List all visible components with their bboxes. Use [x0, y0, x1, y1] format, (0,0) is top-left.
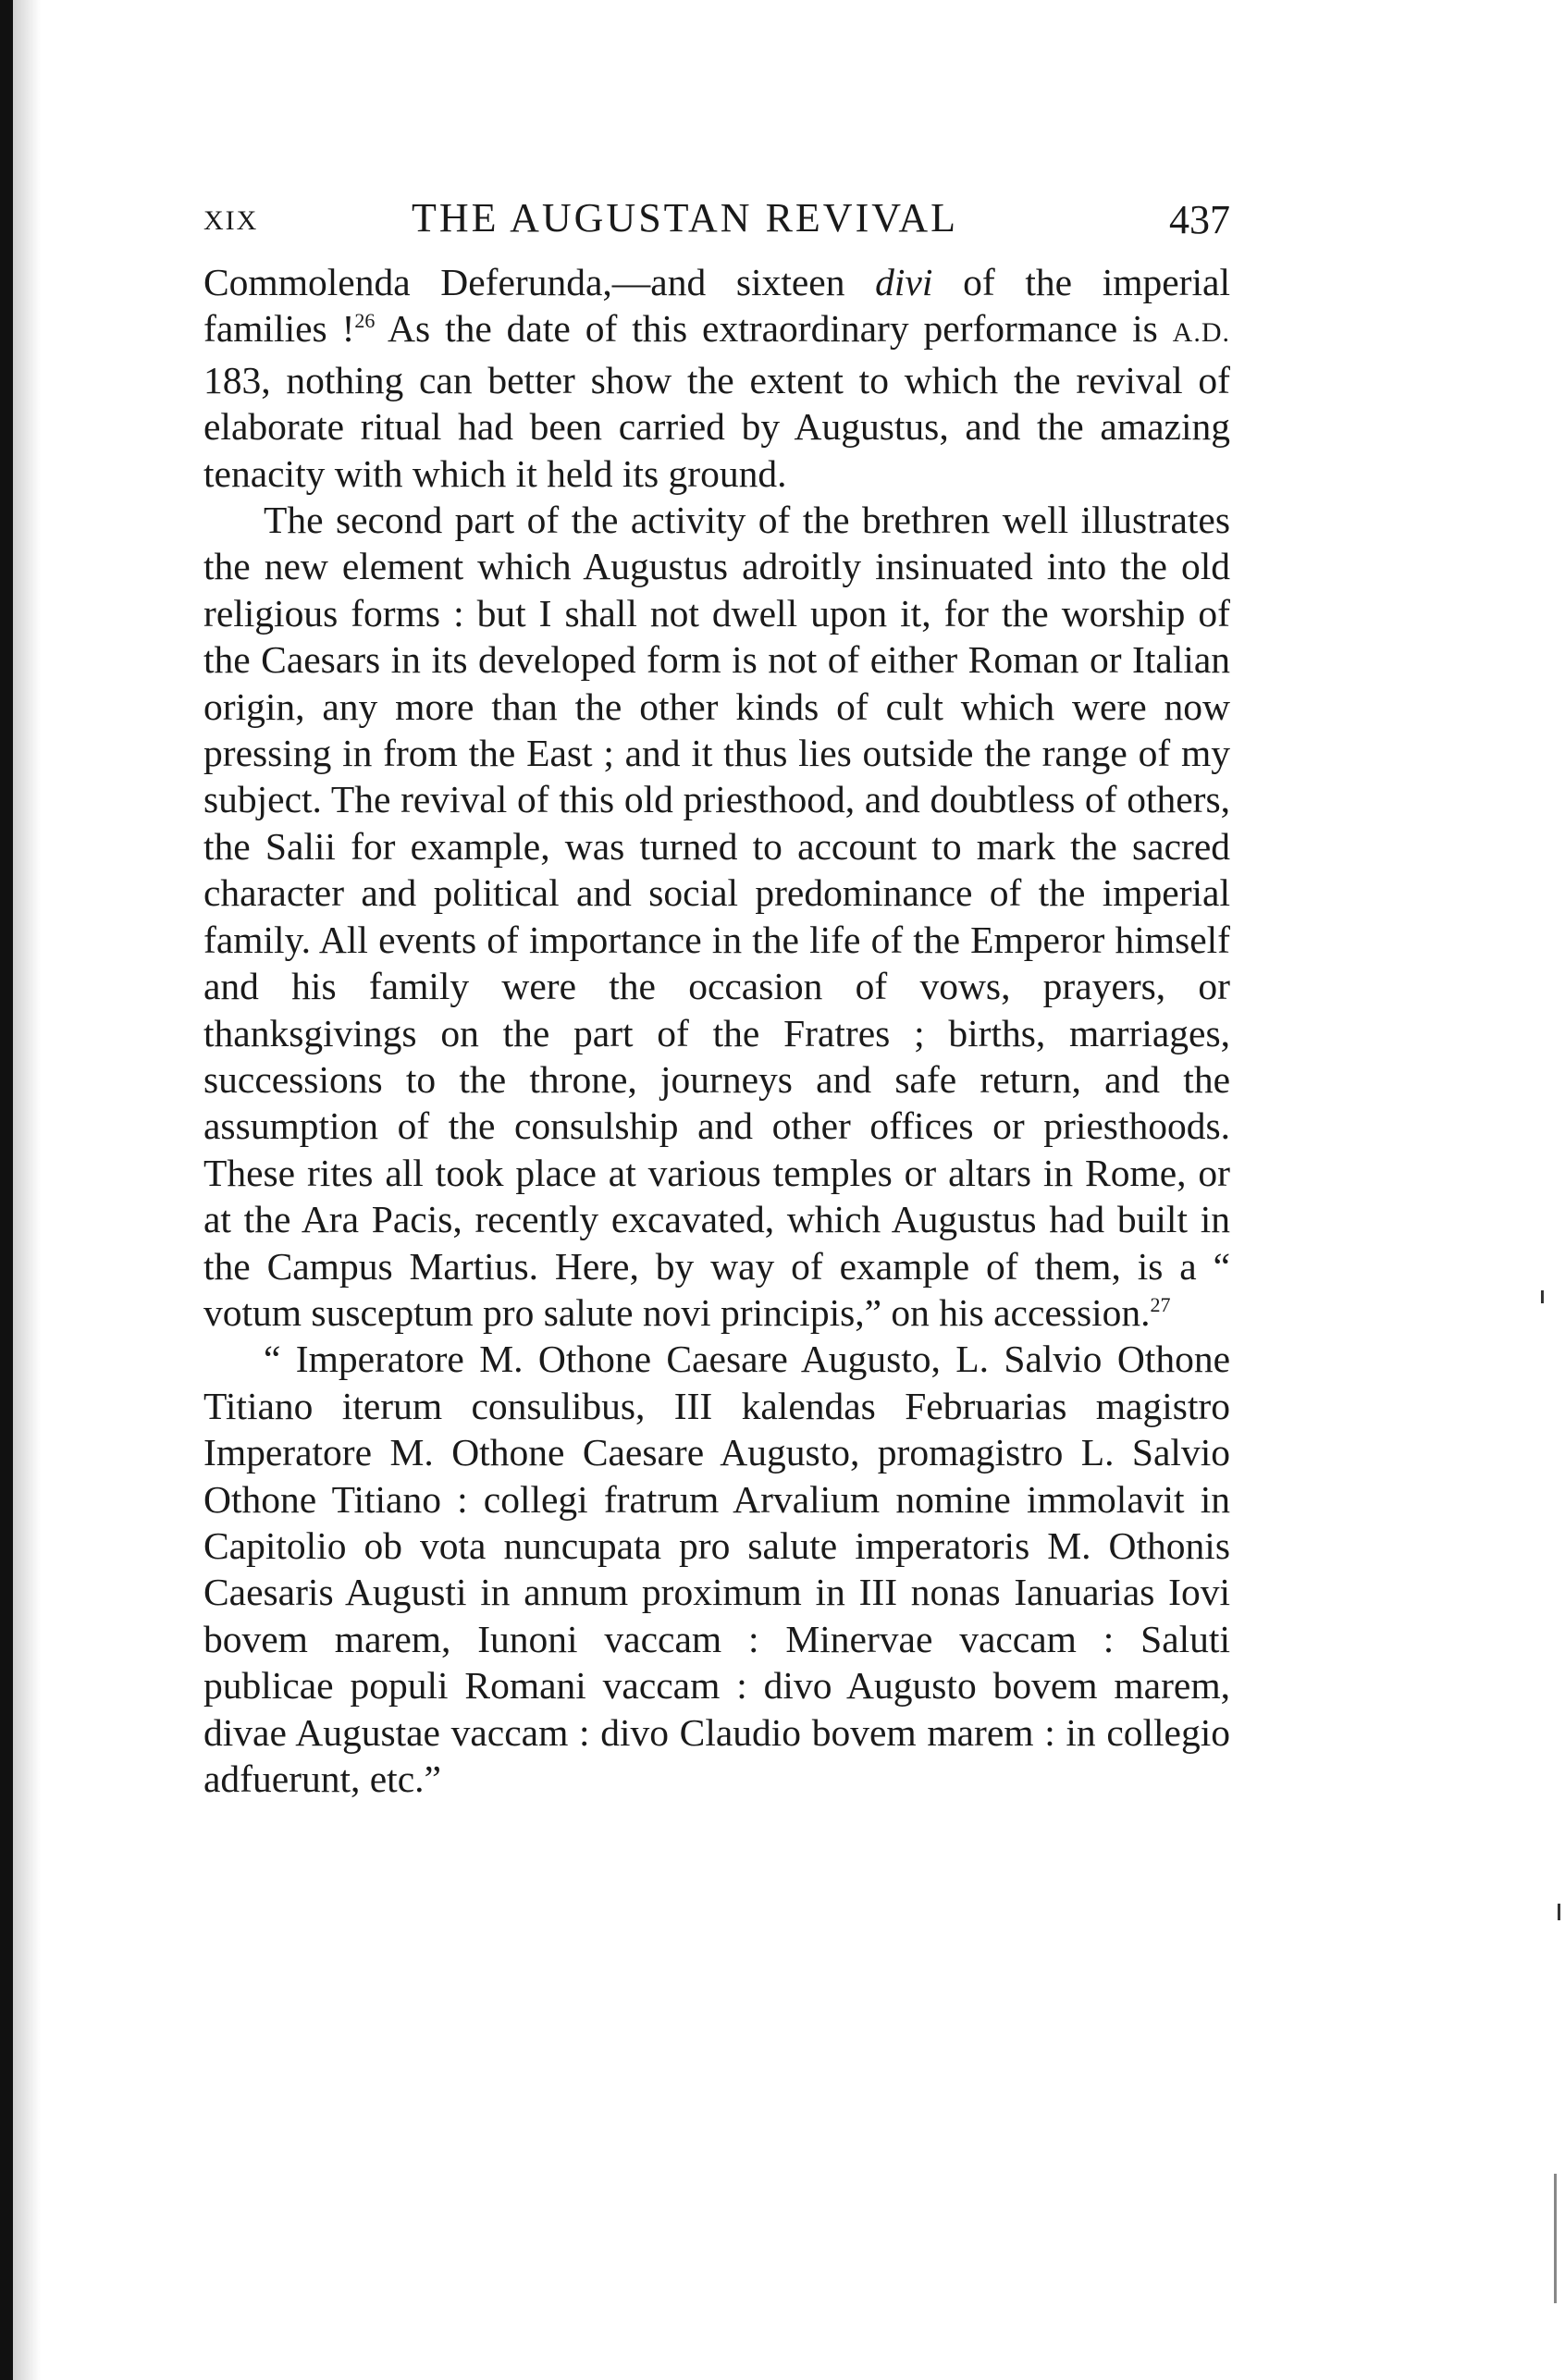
running-title: THE AUGUSTAN REVIVAL — [412, 195, 958, 240]
p1-text-c: of the imperial families ! — [203, 261, 1230, 351]
p1-era-abbrev: A.D. — [1172, 317, 1231, 349]
running-head — [203, 185, 1230, 259]
margin-speck — [1558, 1904, 1560, 1920]
p1-text-e: 183, nothing can better show the extent to which the revival of elaborate ritual had been carried by Augustus, and the amazing tenacity with which it held its ground. — [203, 358, 1230, 495]
chapter-number: XIX — [203, 205, 259, 236]
footnote-ref-26: 26 — [354, 309, 376, 333]
p1-text-d: As the date of this extraordinary performance is — [375, 307, 1173, 351]
paragraph-2 — [203, 497, 1230, 1336]
book-page — [203, 185, 1230, 1802]
p1-italic-divi: divi — [875, 261, 933, 303]
page-number: 437 — [1169, 197, 1230, 242]
book-binding-edge — [0, 0, 13, 2380]
p2-text: The second part of the activity of the brethren well illustrates the new element which Augustus adroitly insinuated into the old religious forms : but I shall not dwell upon it, for the worship of the Caesars in its developed form is not of either Roman or Italian origin, any more than the other kinds of cult which were now pressing in from the East ; and it thus lies outside the range of my subject. The revival of this old priesthood, and doubtless of others, the Salii for example, was turned to account to mark the sacred character and political and social predominance of the imperial family. All events of importance in the life of the Emperor himself and his family were the occasion of vows, prayers, or thanksgivings on the part of the Fratres ; births, marriages, successions to the throne, journeys and safe return, and the assumption of the consulship and other offices or priesthoods. These rites all took place at various temples or altars in Rome, or at the Ara Pacis, recently excavated, which Augustus had built in the Campus Martius. Here, by way of example of them, is a “ votum susceptum pro salute novi principis,” on his accession. — [203, 499, 1230, 1334]
footnote-ref-27: 27 — [1150, 1293, 1171, 1317]
paragraph-3-quotation — [203, 1336, 1230, 1802]
paragraph-1 — [203, 259, 1230, 497]
margin-speck — [1541, 1290, 1544, 1303]
p1-text-a: Commolenda Deferunda,—and sixteen — [203, 261, 876, 303]
p3-text: “ Imperatore M. Othone Caesare Augusto, L. Salvio Othone Titiano iterum consulibus, III kalendas Februarias magistro Imperatore M. Othone Caesare Augusto, promagistro L. Salvio Othone Titiano : collegi fratrum Arvalium nomine immolavit in Capitolio ob vota nuncupata pro salute imperatoris M. Othonis Caesaris Augusti in annum proximum in III nonas Ianuarias Iovi bovem marem, Iunoni vaccam : Minervae vaccam : Saluti publicae populi Romani vaccam : divo Augusto bovem marem, divae Augustae vaccam : divo Claudio bovem marem : in collegio adfuerunt, etc.” — [203, 1338, 1230, 1800]
margin-edge-mark — [1554, 2174, 1557, 2303]
gutter-shadow — [13, 0, 41, 2380]
